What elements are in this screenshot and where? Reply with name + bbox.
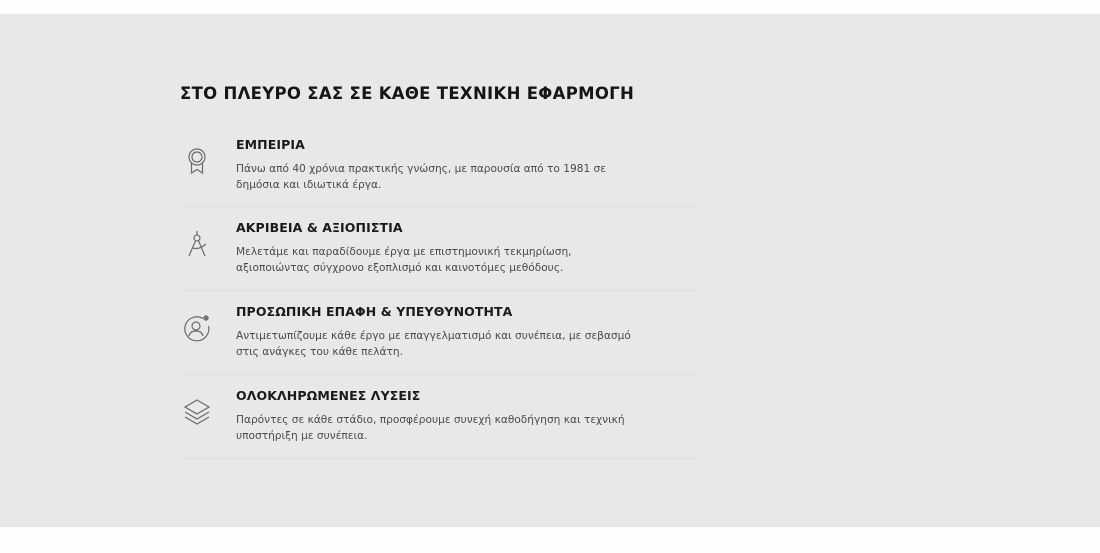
feature-description: Παρόντες σε κάθε στάδιο, προσφέρουμε συνεχή καθοδήγηση και τεχνική υποστήριξη με συνέπεια. <box>236 414 625 442</box>
feature-description: Μελετάμε και παραδίδουμε έργα με επιστημονική τεκμηρίωση, αξιοποιώντας σύγχρονο εξοπλισμό και καινοτόμες μεθόδους. <box>236 246 572 274</box>
feature-title: ΟΛΟΚΛΗΡΩΜΕΝΕΣ ΛΥΣΕΙΣ <box>236 388 421 403</box>
feature-description: Πάνω από 40 χρόνια πρακτικής γνώσης, με παρουσία από το 1981 σε δημόσια και ιδιωτικά έργα. <box>236 163 607 191</box>
feature-title: ΑΚΡΙΒΕΙΑ & ΑΞΙΟΠΙΣΤΙΑ <box>236 220 403 235</box>
feature-item-complete-solutions <box>180 375 698 459</box>
section-title: ΣΤΟ ΠΛΕΥΡΟ ΣΑΣ ΣΕ ΚΑΘΕ ΤΕΧΝΙΚΗ ΕΦΑΡΜΟΓΗ <box>180 84 635 103</box>
feature-title: ΠΡΟΣΩΠΙΚΗ ΕΠΑΦΗ & ΥΠΕΥΘΥΝΟΤΗΤΑ <box>236 304 513 319</box>
drafting-compass-icon <box>182 229 212 259</box>
feature-title: ΕΜΠΕΙΡΙΑ <box>236 137 305 152</box>
feature-item-personal-contact <box>180 291 698 375</box>
feature-item-accuracy <box>180 207 698 291</box>
award-ribbon-icon <box>182 146 212 176</box>
feature-item-experience <box>180 124 698 207</box>
feature-list <box>180 124 698 459</box>
feature-description: Αντιμετωπίζουμε κάθε έργο με επαγγελματισμό και συνέπεια, με σεβασμό στις ανάγκες του κάθε πελάτη. <box>236 330 631 358</box>
user-star-icon <box>182 313 212 343</box>
layers-icon <box>182 397 212 427</box>
